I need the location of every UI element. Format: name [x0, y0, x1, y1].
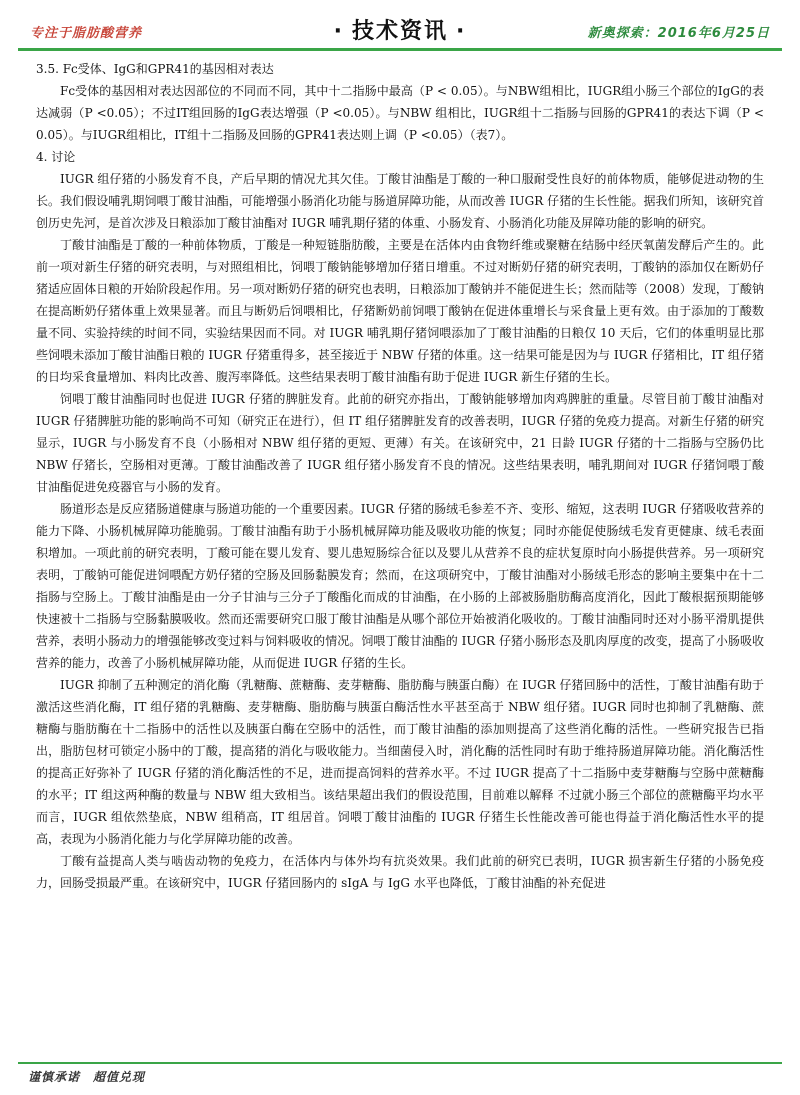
discussion-paragraph-3: 饲喂丁酸甘油酯同时也促进 IUGR 仔猪的脾脏发育。此前的研究亦指出，丁酸钠能够增加肉鸡脾脏的重量。尽管目前丁酸甘油酯对 IUGR 仔猪脾脏功能的影响尚不可知（研究正在进行），但 IT 组仔猪脾脏发育的改善表明，IUGR 仔猪的免疫力提高。对新生仔猪的研究显示，IUGR 与小肠发育不良（小肠相对 NBW 组仔猪的更短、更薄）有关。在该研究中，21 日龄 IUGR 仔猪的十二指肠与空肠仍比 NBW 仔猪长，空肠相对更薄。丁酸甘油酯改善了 IUGR 组仔猪小肠发育不良的情况。这些结果表明，哺乳期间对 IUGR 仔猪饲喂丁酸甘油酯促进免疫器官与小肠的发育。 — [36, 392, 764, 494]
discussion-paragraph-5: IUGR 抑制了五种测定的消化酶（乳糖酶、蔗糖酶、麦芽糖酶、脂肪酶与胰蛋白酶）在 IUGR 仔猪回肠中的活性，丁酸甘油酯有助于激活这些消化酶，IT 组仔猪的乳糖酶、麦芽糖酶、脂肪酶与胰蛋白酶活性水平甚至高于 NBW 组仔猪。IUGR 同时也抑制了乳糖酶、蔗糖酶与脂肪酶在十二指肠中的活性以及胰蛋白酶在空肠中的活性，而丁酸甘油酯的添加则提高了这些消化酶的活性。一些研究报告已指出，脂肪包材可锁定小肠中的丁酸，提高猪的消化与吸收能力。当细菌侵入时，消化酶的活性同时有助于维持肠道屏障功能。消化酶活性的提高正好弥补了 IUGR 仔猪的消化酶活性的不足，进而提高饲料的营养水平。不过 IUGR 提高了十二指肠中麦芽糖酶与空肠中蔗糖酶的水平；IT 组这两种酶的数量与 NBW 组大致相当。该结果超出我们的假设范围，目前难以解释 不过就小肠三个部位的蔗糖酶平均水平而言，IUGR 组依然垫底，NBW 组稍高，IT 组居首。饲喂丁酸甘油酯的 IUGR 仔猪生长性能改善可能也得益于消化酶活性水平的提高，表现为小肠消化能力与化学屏障功能的改善。 — [36, 678, 764, 846]
header-slogan: 专注于脂肪酸营养 — [30, 26, 143, 41]
header-title-text: 技术资讯 — [351, 19, 448, 44]
discussion-paragraph-2: 丁酸甘油酯是丁酸的一种前体物质，丁酸是一种短链脂肪酸，主要是在活体内由食物纤维或聚糖在结肠中经厌氧菌发酵后产生的。此前一项对新生仔猪的研究表明，与对照组相比，饲喂丁酸钠能够增加仔猪日增重。不过对断奶仔猪的研究表明，丁酸钠的添加仅在断奶仔猪适应固体日粮的开始阶段起作用。另一项对断奶仔猪的研究也表明，日粮添加丁酸钠并不能促进生长；然而陆等（2008）发现，丁酸钠在提高断奶仔猪体重上效果显著。而且与断奶后饲喂相比，仔猪断奶前饲喂丁酸钠在促进体重增长与采食量上更有效。由于添加的丁酸数量不同、实验持续的时间不同，实验结果因而不同。对 IUGR 哺乳期仔猪饲喂添加了丁酸甘油酯的日粮仅 10 天后，它们的体重明显比那些饲喂未添加丁酸甘油酯日粮的 IUGR 仔猪重得多，甚至接近于 NBW 仔猪的体重。这一结果可能是因为与 IUGR 仔猪相比，IT 组仔猪的日均采食量增加、料肉比改善、腹泻率降低。这些结果表明丁酸甘油酯有助于促进 IUGR 新生仔猪的生长。 — [36, 238, 764, 384]
section-3-5-text: Fc受体的基因相对表达因部位的不同而不同，其中十二指肠中最高（P < 0.05）。与NBW组相比，IUGR组小肠三个部位的IgG的表达减弱（P <0.05）；不过IT组回肠的IgG表达增强（P <0.05）。与NBW 组相比，IUGR组十二指肠与回肠的GPR41的表达下调（P < 0.05）。与IUGR组相比，IT组十二指肠及回肠的GPR41表达则上调（P <0.05）（表7）。 — [36, 84, 764, 142]
section-3-5-title: 3.5. Fc受体、IgG和GPR41的基因相对表达 — [36, 62, 274, 76]
footer-slogan: 谨慎承诺 超值兑现 — [28, 1070, 146, 1084]
discussion-paragraph-6: 丁酸有益提高人类与啮齿动物的免疫力，在活体内与体外均有抗炎效果。我们此前的研究已表明，IUGR 损害新生仔猪的小肠免疫力，回肠受损最严重。在该研究中，IUGR 仔猪回肠内的 sIgA 与 IgG 水平也降低，丁酸甘油酯的补充促进 — [36, 854, 764, 890]
header-divider — [18, 48, 782, 51]
section-4-title: 4. 讨论 — [36, 150, 76, 164]
header-dot-left: · — [333, 19, 344, 44]
header-dot-right: · — [456, 19, 467, 44]
page-header — [18, 14, 782, 48]
article-body — [36, 58, 764, 1053]
header-date: 新奥探索：2016年6月25日 — [587, 26, 770, 41]
discussion-paragraph-4: 肠道形态是反应猪肠道健康与肠道功能的一个重要因素。IUGR 仔猪的肠绒毛参差不齐、变形、缩短，这表明 IUGR 仔猪吸收营养的能力下降、小肠机械屏障功能脆弱。丁酸甘油酯有助于小肠机械屏障功能及吸收功能的恢复；同时亦能促使肠绒毛发育更健康、绒毛表面积增加。一项此前的研究表明，丁酸可能在婴儿发育、婴儿患短肠综合征以及婴儿从营养不良的症状复原时向小肠提供营养。另一项研究表明，丁酸钠可能促进饲喂配方奶仔猪的空肠及回肠黏膜发育；然而，在这项研究中，丁酸甘油酯对小肠绒毛形态的影响主要集中在十二指肠与空肠上。丁酸甘油酯是由一分子甘油与三分子丁酸酯化而成的甘油酯，在小肠的上部被肠脂肪酶高度消化，因此丁酸根据预期能够快速被十二指肠与空肠黏膜吸收。然而还需要研究口服丁酸甘油酯是从哪个部位开始被消化吸收的。丁酸甘油酯同时还对小肠平滑肌提供营养，表明小肠动力的增强能够改变过料与饲料吸收的情况。饲喂丁酸甘油酯的 IUGR 仔猪小肠形态及肌肉厚度的改变，提高了小肠吸收营养的能力，改善了小肠机械屏障功能，从而促进 IUGR 仔猪的生长。 — [36, 502, 764, 670]
discussion-paragraph-1: IUGR 组仔猪的小肠发育不良，产后早期的情况尤其欠佳。丁酸甘油酯是丁酸的一种口服耐受性良好的前体物质，能够促进动物的生长。我们假设哺乳期饲喂丁酸甘油酯，可能增强小肠消化功能与肠道屏障功能，从而改善 IUGR 仔猪的生长性能。据我们所知，该研究首创历史先河，是首次涉及日粮添加丁酸甘油酯对 IUGR 哺乳期仔猪的体重、小肠发育、小肠消化功能及屏障功能的影响的研究。 — [36, 172, 764, 230]
footer-divider — [18, 1062, 782, 1064]
